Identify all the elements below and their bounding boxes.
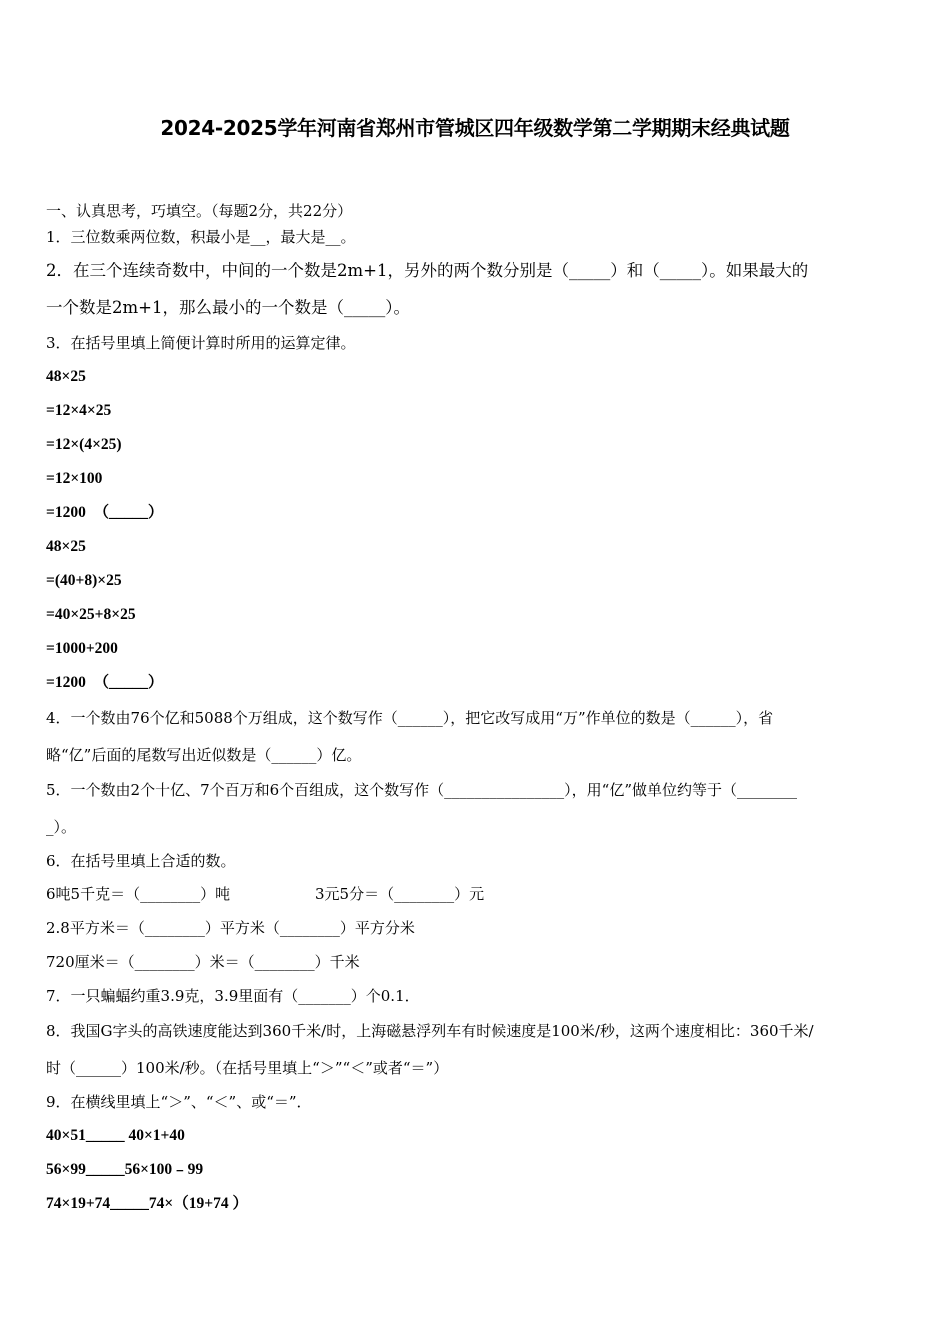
question-4-line-1: 4．一个数由76个亿和5088个万组成，这个数写作（______），把它改写成用“万”作单位的数是（______），省: [46, 709, 774, 727]
q3-step: =1200 （_____）: [46, 504, 164, 521]
q3-step: =(40+8)×25: [46, 572, 122, 589]
q6-row-2: 2.8平方米＝（________）平方米（________）平方分米: [46, 919, 415, 937]
question-8-line-1: 8．我国G字头的高铁速度能达到360千米/时，上海磁悬浮列车有时候速度是100米/秒，这两个速度相比：360千米/: [46, 1022, 814, 1040]
q6-row-1b: 3元5分＝（________）元: [315, 885, 485, 903]
section-heading: 一、认真思考，巧填空。（每题2分，共22分）: [46, 202, 353, 220]
question-1: 1．三位数乘两位数，积最小是__，最大是__。: [46, 228, 356, 246]
question-5-line-2: _）。: [46, 818, 77, 836]
question-4-line-2: 略“亿”后面的尾数写出近似数是（______）亿。: [46, 746, 362, 764]
q6-row-3: 720厘米＝（________）米＝（________）千米: [46, 953, 360, 971]
document-title: 2024-2025学年河南省郑州市管城区四年级数学第二学期期末经典试题: [160, 116, 790, 140]
question-2-line-2: 一个数是2m+1，那么最小的一个数是（_____）。: [46, 298, 410, 317]
q3-step: =12×4×25: [46, 402, 112, 419]
question-9: 9．在横线里填上“＞”、“＜”、或“＝”．: [46, 1093, 312, 1111]
q9-item: 40×51_____ 40×1+40: [46, 1127, 185, 1144]
q3-step: =40×25+8×25: [46, 606, 136, 623]
question-2-line-1: 2．在三个连续奇数中，中间的一个数是2m+1，另外的两个数分别是（_____）和（_____）。如果最大的: [46, 261, 809, 280]
q3-step: =1200 （_____）: [46, 674, 164, 691]
q3-step: =12×(4×25): [46, 436, 122, 453]
q3-step: 48×25: [46, 538, 86, 555]
q6-row-1a: 6吨5千克＝（________）吨: [46, 885, 231, 903]
question-3: 3．在括号里填上简便计算时所用的运算定律。: [46, 334, 356, 352]
q3-step: =12×100: [46, 470, 103, 487]
q9-item: 56×99_____56×100﹣99: [46, 1161, 204, 1178]
question-6: 6．在括号里填上合适的数。: [46, 852, 236, 870]
question-5-line-1: 5．一个数由2个十亿、7个百万和6个百组成，这个数写作（________________），用“亿”做单位约等于（________: [46, 781, 798, 799]
question-8-line-2: 时（______）100米/秒。（在括号里填上“＞”“＜”或者“＝”）: [46, 1059, 449, 1077]
q3-step: 48×25: [46, 368, 86, 385]
question-7: 7．一只蝙蝠约重3.9克，3.9里面有（_______）个0.1．: [46, 987, 420, 1005]
q9-item: 74×19+74_____74×（19+74 ）: [46, 1195, 248, 1212]
q3-step: =1000+200: [46, 640, 118, 657]
